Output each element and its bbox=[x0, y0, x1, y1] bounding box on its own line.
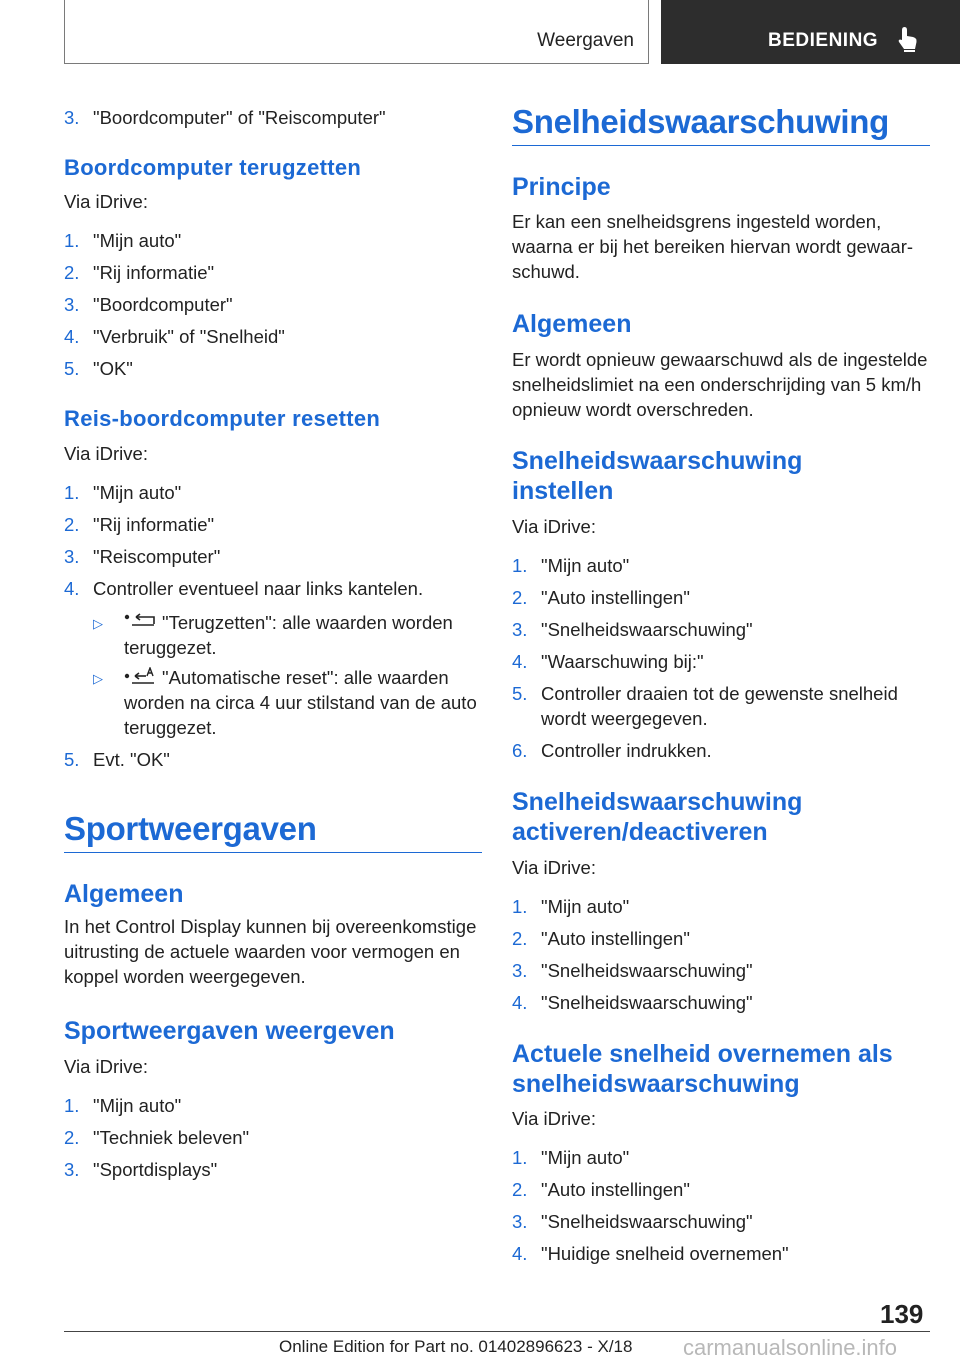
heading-boordcomputer-terugzetten: Boordcomputer terugzetten bbox=[64, 155, 362, 180]
header-chapter-tab bbox=[661, 0, 960, 64]
sub-list-text: "Terugzetten": alle waarden worden teruggezet. bbox=[124, 612, 453, 658]
via-idrive-text: Via iDrive: bbox=[64, 1056, 148, 1077]
list-label: "Auto instellingen" bbox=[541, 587, 690, 608]
list-label: "OK" bbox=[93, 358, 133, 379]
list-label: "Rij informatie" bbox=[93, 514, 215, 535]
heading-line: snelheidswaarschuwing bbox=[512, 1070, 800, 1098]
header-section-tab bbox=[64, 0, 649, 64]
heading-snelheidswaarschuwing-instellen bbox=[512, 446, 802, 506]
heading-line: Actuele snelheid overnemen als bbox=[512, 1040, 893, 1068]
heading-line: activeren/deactiveren bbox=[512, 818, 768, 846]
list-number: 2. bbox=[64, 262, 80, 283]
list-number: 1. bbox=[64, 482, 80, 503]
footer-edition: Online Edition for Part no. 01402896623 - X/18 bbox=[279, 1337, 633, 1356]
list-number: 6. bbox=[512, 740, 528, 761]
list-number: 4. bbox=[64, 326, 80, 347]
list-number: 3. bbox=[512, 960, 528, 981]
header-section-title: Weergaven bbox=[537, 30, 634, 51]
heading-principe: Principe bbox=[512, 173, 611, 201]
footer-watermark: carmanualsonline.info bbox=[683, 1335, 898, 1360]
list-number: 2. bbox=[512, 587, 528, 608]
list-label: "Auto instellingen" bbox=[541, 928, 690, 949]
list-number: 3. bbox=[512, 619, 528, 640]
paragraph-principe: Er kan een snelheidsgrens ingesteld worden, waarna er bij het bereiken hiervan wordt gewaarschuwd. bbox=[512, 211, 914, 282]
list-number: 4. bbox=[512, 651, 528, 672]
list-number: 3. bbox=[64, 1159, 80, 1180]
heading-rule bbox=[64, 852, 482, 853]
list-label: "Mijn auto" bbox=[541, 896, 630, 917]
list-label: "Verbruik" of "Snelheid" bbox=[93, 326, 285, 347]
list-number: 1. bbox=[64, 230, 80, 251]
list-label: "Boordcomputer" of "Reiscomputer" bbox=[93, 107, 386, 128]
paragraph-sport-general: In het Control Display kunnen bij overeenkomstige uitrusting de actuele waarden voor vermogen en koppel worden weergegeven. bbox=[64, 916, 477, 987]
sub-list-text: "Automatische reset": alle waarden worden na circa 4 uur stilstand van de auto teruggezet. bbox=[124, 667, 477, 738]
list-label: "Waarschuwing bij:" bbox=[541, 651, 704, 672]
via-idrive-text: Via iDrive: bbox=[512, 1108, 596, 1129]
list-number: 1. bbox=[64, 1095, 80, 1116]
list-label: "Snelheidswaarschuwing" bbox=[541, 992, 753, 1013]
list-label: "Auto instellingen" bbox=[541, 1179, 690, 1200]
list-label: "Snelheidswaarschuwing" bbox=[541, 619, 753, 640]
list-number: 1. bbox=[512, 896, 528, 917]
heading-line: Snelheidswaarschuwing bbox=[512, 447, 803, 475]
via-idrive-text: Via iDrive: bbox=[64, 443, 148, 464]
list-label: Controller indrukken. bbox=[541, 740, 712, 761]
page-number: 139 bbox=[880, 1299, 924, 1329]
heading-reis-boordcomputer-resetten: Reis-boordcomputer resetten bbox=[64, 406, 381, 431]
heading-actuele-snelheid-overnemen bbox=[512, 1039, 893, 1099]
list-number: 4. bbox=[512, 1243, 528, 1264]
list-label: "Mijn auto" bbox=[93, 482, 182, 503]
list-number: 3. bbox=[64, 107, 80, 128]
bullet-triangle-icon: ▷ bbox=[93, 616, 103, 631]
list-label: "Reiscomputer" bbox=[93, 546, 221, 567]
list-label: Evt. "OK" bbox=[93, 749, 170, 770]
heading-algemeen: Algemeen bbox=[64, 880, 184, 908]
list-number: 2. bbox=[512, 928, 528, 949]
heading-sportweergaven: Sportweergaven bbox=[64, 810, 317, 847]
heading-algemeen: Algemeen bbox=[512, 310, 632, 338]
list-label: "Mijn auto" bbox=[541, 555, 630, 576]
list-label: "Techniek beleven" bbox=[93, 1127, 250, 1148]
list-number: 3. bbox=[64, 546, 80, 567]
list-number: 3. bbox=[64, 294, 80, 315]
list-number: 2. bbox=[64, 514, 80, 535]
heading-snelheidswaarschuwing: Snelheidswaarschuwing bbox=[512, 103, 889, 140]
list-label: "Mijn auto" bbox=[93, 1095, 182, 1116]
heading-snelheidswaarschuwing-activeren bbox=[512, 787, 802, 847]
via-idrive-text: Via iDrive: bbox=[64, 191, 148, 212]
header-chapter-title: BEDIENING bbox=[768, 30, 879, 51]
list-label: "Snelheidswaarschuwing" bbox=[541, 960, 753, 981]
heading-sportweergaven-weergeven: Sportweergaven weergeven bbox=[64, 1017, 395, 1045]
list-number: 5. bbox=[64, 358, 80, 379]
footer-rule bbox=[64, 1331, 930, 1332]
list-label: "Mijn auto" bbox=[93, 230, 182, 251]
list-number: 1. bbox=[512, 555, 528, 576]
list-number: 4. bbox=[512, 992, 528, 1013]
list-label: Controller eventueel naar links kantelen. bbox=[93, 578, 424, 599]
list-number: 5. bbox=[64, 749, 80, 770]
list-number: 3. bbox=[512, 1211, 528, 1232]
list-number: 4. bbox=[64, 578, 80, 599]
paragraph-algemeen: Er wordt opnieuw gewaarschuwd als de ingestelde snelheidslimiet na een onderschrijding van 5 km/h opnieuw wordt overschreden. bbox=[512, 349, 928, 420]
list-number: 1. bbox=[512, 1147, 528, 1168]
list-label: "Huidige snelheid overnemen" bbox=[541, 1243, 789, 1264]
list-label: Controller draaien tot de gewenste snelheid wordt weergegeven. bbox=[541, 683, 898, 729]
list-number: 2. bbox=[64, 1127, 80, 1148]
list-label: "Sportdisplays" bbox=[93, 1159, 218, 1180]
heading-rule bbox=[512, 145, 930, 146]
list-number: 2. bbox=[512, 1179, 528, 1200]
list-label: "Mijn auto" bbox=[541, 1147, 630, 1168]
list-label: "Rij informatie" bbox=[93, 262, 215, 283]
list-number: 5. bbox=[512, 683, 528, 704]
bullet-triangle-icon: ▷ bbox=[93, 671, 103, 686]
heading-line: instellen bbox=[512, 477, 614, 505]
via-idrive-text: Via iDrive: bbox=[512, 516, 596, 537]
via-idrive-text: Via iDrive: bbox=[512, 857, 596, 878]
list-label: "Snelheidswaarschuwing" bbox=[541, 1211, 753, 1232]
heading-line: Snelheidswaarschuwing bbox=[512, 788, 803, 816]
pointing-hand-icon bbox=[897, 26, 919, 52]
list-label: "Boordcomputer" bbox=[93, 294, 233, 315]
